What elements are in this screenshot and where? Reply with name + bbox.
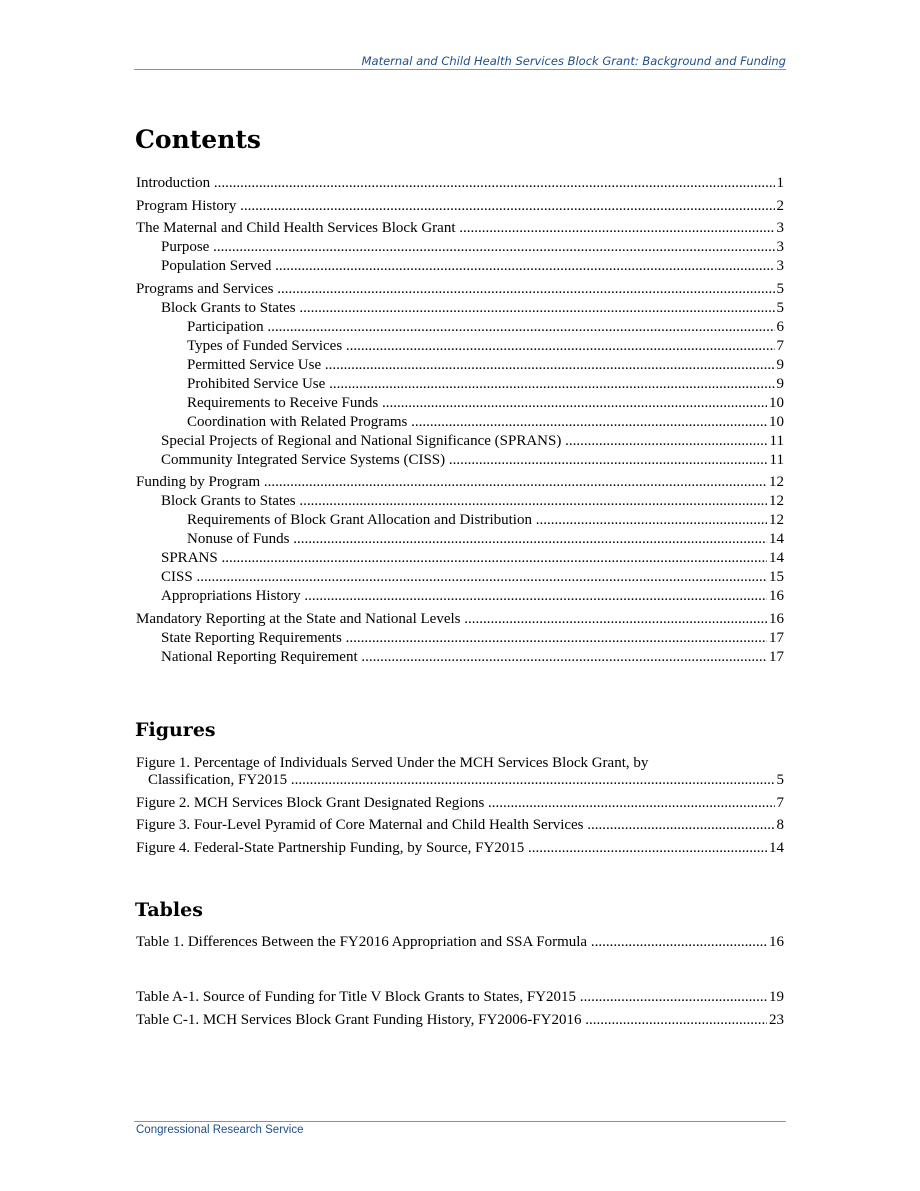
toc-entry-title: Introduction ..... [136,175,784,192]
toc-entry-title: State Reporting Requirements ..... [161,630,784,647]
appendix-table-entry-title: Table C-1. MCH Services Block Grant Funding History, FY2006-FY2016 ..... [136,1012,784,1029]
figure-entry[interactable] [136,755,784,789]
toc-entry-page: 10 [769,413,784,430]
toc-entry-title: Types of Funded Services ..... [187,338,784,355]
footer-rule [134,1121,786,1122]
running-header-title: Maternal and Child Health Services Block Grant: Background and Funding [361,54,786,68]
toc-entry-page: 11 [769,451,784,468]
toc-entry[interactable] [136,452,784,471]
toc-entry-page: 16 [769,588,784,604]
table-entry-page: 16 [769,934,784,950]
toc-entry-page: 10 [769,394,784,411]
toc-entry-page: 6 [776,318,784,335]
table-entry[interactable] [136,934,784,951]
appendix-table-entry[interactable] [136,1012,784,1029]
toc-entry-title: Purpose ..... [161,239,784,256]
tables-heading: Tables [135,899,203,921]
toc-entry[interactable] [136,630,784,649]
toc-entry[interactable] [136,414,784,433]
figure-entry-title: Figure 4. Federal-State Partnership Funding, by Source, FY2015 ..... [136,840,784,857]
toc-entry-page: 5 [776,299,784,316]
toc-entry-page: 3 [776,239,784,255]
toc-entry-page: 17 [769,648,784,665]
toc-entry-title: Coordination with Related Programs ..... [187,414,784,431]
figure-entry-title: Figure 2. MCH Services Block Grant Designated Regions ..... [136,795,784,812]
toc-entry-page: 14 [769,531,784,547]
toc-entry-title: Participation ..... [187,319,784,336]
toc-entry[interactable] [136,357,784,376]
table-entry-title: Table 1. Differences Between the FY2016 Appropriation and SSA Formula ..... [136,934,784,951]
figure-entry-page: 8 [776,817,784,833]
toc-entry[interactable] [136,258,784,277]
toc-entry-page: 12 [769,474,784,490]
toc-entry[interactable] [136,433,784,452]
toc-entry[interactable] [136,550,784,569]
toc-entry[interactable] [136,531,784,550]
toc-entry[interactable] [136,376,784,395]
figure-entry[interactable] [136,795,784,812]
toc-entry-title: Permitted Service Use ..... [187,357,784,374]
toc-entry[interactable] [136,281,784,300]
toc-entry-title: SPRANS ..... [161,550,784,567]
toc-entry-title: Programs and Services ..... [136,281,784,298]
appendix-table-entry-page: 19 [769,989,784,1005]
toc-entry[interactable] [136,220,784,239]
figure-entry-page: 7 [776,794,784,811]
toc-entry-page: 1 [776,175,784,191]
toc-entry-page: 9 [776,375,784,392]
figure-entry[interactable] [136,840,784,857]
toc-entry[interactable] [136,395,784,414]
figure-entry[interactable] [136,817,784,834]
figures-heading: Figures [135,719,216,741]
contents-list [136,175,784,668]
toc-entry-page: 3 [776,220,784,236]
toc-entry[interactable] [136,175,784,194]
figures-list [136,755,784,862]
figure-entry-title-line1: Figure 1. Percentage of Individuals Served Under the MCH Services Block Grant, by [136,755,649,771]
toc-entry-title: National Reporting Requirement ..... [161,649,784,666]
toc-entry[interactable] [136,588,784,607]
toc-entry-page: 16 [769,610,784,627]
toc-entry[interactable] [136,649,784,668]
toc-entry-page: 3 [776,258,784,274]
appendix-table-entry-title: Table A-1. Source of Funding for Title V Block Grants to States, FY2015 ..... [136,989,784,1006]
tables-list [136,934,784,957]
toc-entry-title: Funding by Program ..... [136,474,784,491]
toc-entry[interactable] [136,319,784,338]
figure-entry-title: Figure 3. Four-Level Pyramid of Core Maternal and Child Health Services ..... [136,817,784,834]
figure-entry-title-line2: Classification, FY2015 ..... [136,772,784,789]
toc-entry-title: Population Served ..... [161,258,784,275]
toc-entry-title: Block Grants to States ..... [161,493,784,510]
toc-entry-page: 7 [776,337,784,354]
toc-entry-title: Appropriations History ..... [161,588,784,605]
toc-entry-title: Nonuse of Funds ..... [187,531,784,548]
figure-entry-page: 5 [776,772,784,788]
toc-entry-page: 15 [769,569,784,585]
toc-entry[interactable] [136,338,784,357]
toc-entry-page: 9 [776,356,784,373]
toc-entry-page: 5 [776,280,784,297]
toc-entry[interactable] [136,611,784,630]
toc-entry-page: 12 [769,512,784,528]
toc-entry[interactable] [136,300,784,319]
toc-entry[interactable] [136,474,784,493]
toc-entry-title: Block Grants to States ..... [161,300,784,317]
toc-entry-title: CISS ..... [161,569,784,586]
appendix-table-entry-page: 23 [769,1011,784,1028]
toc-entry[interactable] [136,569,784,588]
toc-entry-title: Program History ..... [136,198,784,215]
contents-heading: Contents [135,125,262,154]
toc-entry-title: Prohibited Service Use ..... [187,376,784,393]
appendix-tables-list [136,989,784,1034]
toc-entry-page: 17 [769,629,784,646]
toc-entry-page: 2 [776,197,784,214]
toc-entry-title: Requirements of Block Grant Allocation and Distribution ..... [187,512,784,529]
toc-entry[interactable] [136,512,784,531]
toc-entry[interactable] [136,239,784,258]
toc-entry-title: Mandatory Reporting at the State and National Levels ..... [136,611,784,628]
toc-entry-page: 14 [769,550,784,566]
toc-entry-title: Community Integrated Service Systems (CISS) ..... [161,452,784,469]
toc-entry-page: 11 [769,432,784,449]
toc-entry-page: 12 [769,493,784,509]
footer-publisher: Congressional Research Service [136,1124,304,1136]
header-rule [134,69,786,70]
figure-entry-page: 14 [769,839,784,856]
appendix-table-entry[interactable] [136,989,784,1006]
toc-entry-title: Special Projects of Regional and National Significance (SPRANS) ..... [161,433,784,450]
toc-entry-title: Requirements to Receive Funds ..... [187,395,784,412]
toc-entry-title: The Maternal and Child Health Services Block Grant ..... [136,220,784,237]
toc-entry[interactable] [136,493,784,512]
toc-entry[interactable] [136,198,784,217]
